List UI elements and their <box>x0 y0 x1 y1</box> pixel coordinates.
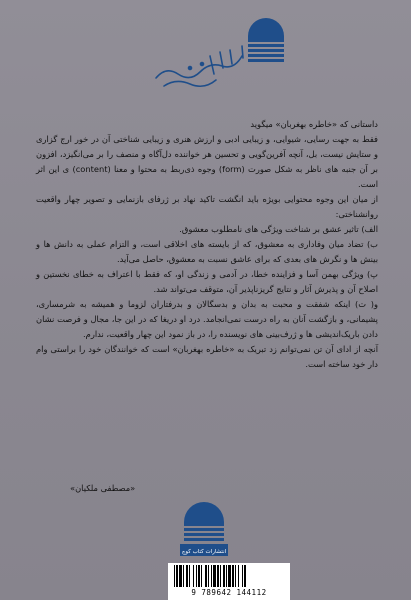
paragraph-be: ب) تضاد میان وفاداری به معشوق، که از بایسته های اخلاقی است، و التزام عملی به دانش ها و بینش ها و نگرش های بعدی که برای عاشق نسبت به معشوق، حاصل می‌آید. <box>36 239 378 264</box>
barcode-bar <box>223 565 225 587</box>
paragraph-1: فقط به جهت رسایی، شیوایی، و زیبایی ادبی و ارزش هنری و زیبایی شناختی آن در خور ارج گزاری و ستایش نیست، بل، آنچه آفرین‌گویی و تحسین هر خواننده دل‌آگاه و منصف را بر می‌انگیزد، افزون بر آن جنبه های ناظر به شکل صورت (form) وجوه ذی‌ربط به محتوا و معنا (content) ی این اثر است. <box>36 134 378 189</box>
publisher-logo-bottom <box>176 500 232 560</box>
barcode-bar <box>244 565 246 587</box>
barcode-bar <box>205 565 207 587</box>
barcode-bar <box>217 565 219 587</box>
barcode-bar <box>242 565 243 587</box>
author-signature: «مصطفی ملکیان» <box>70 483 136 493</box>
barcode-bar <box>183 565 184 587</box>
barcode-bar <box>198 565 200 587</box>
barcode-bar <box>232 565 234 587</box>
barcode-bar <box>226 565 227 587</box>
barcode-bar <box>213 565 216 587</box>
barcode-bar <box>238 565 239 587</box>
paragraph-intro: داستانی که «خاطره بهغربان» میگوید <box>250 119 378 129</box>
paragraph-closing: آنچه از ادای آن تن نمی‌توانم زد تبریک به «خاطره بهغربان» است که خوانندگان خود را براستی وام دار خود ساخته است. <box>36 344 378 369</box>
barcode-bar <box>176 565 178 587</box>
publisher-arch-icon <box>176 500 232 560</box>
isbn-barcode <box>168 563 290 600</box>
barcode-bar <box>228 565 231 587</box>
barcode-bar <box>189 565 190 587</box>
barcode-bar <box>186 565 188 587</box>
barcode-bar <box>235 565 236 587</box>
barcode-bar <box>220 565 221 587</box>
barcode-bar <box>196 565 197 587</box>
publisher-logo-top <box>150 16 290 96</box>
paragraph-te: و( ت) اینکه شفقت و محبت به بدان و بدسگالان و بدرفتاران لزوما و همیشه به شرمساری، پشیمانی، و بازگشت آنان به راه درست نمی‌انجامد. درد او دریغا که در این جا، مجال و فرصت نشان دادن باریک‌اندیشی ها و ژرف‌بینی های نویسنده را، در باز نمود این چهار واقعیت، ندارم. <box>36 299 378 339</box>
back-cover-text <box>36 117 378 372</box>
barcode-bar <box>174 565 175 587</box>
isbn-number: 9 789642 144112 <box>191 588 267 597</box>
barcode-bar <box>193 565 194 587</box>
publisher-emblem-icon <box>150 16 290 96</box>
paragraph-pe: پ) ویژگی بهمن آسا و فزاینده خطا، در آدمی و زندگی او، که فقط با اعتراف به خطای نخستین و اصلاح آن و پذیرش آثار و نتایج گریزناپذیر آن، متوقف می‌تواند شد. <box>36 269 378 294</box>
barcode-bar <box>211 565 212 587</box>
barcode-bar <box>179 565 182 587</box>
barcode-bars <box>172 565 286 587</box>
paragraph-alef: الف) تاثیر عشق بر شناخت ویژگی های نامطلوب معشوق. <box>179 224 378 234</box>
barcode-bar <box>201 565 202 587</box>
publisher-name: انتشارات کتاب کوچ <box>181 549 227 555</box>
paragraph-2: از میان این وجوه محتوایی بویژه باید انگشت تاکید نهاد بر ژرفای بازنمایی و تصویر چهار واقعیت روانشناختی: <box>36 194 378 219</box>
barcode-bar <box>208 565 209 587</box>
